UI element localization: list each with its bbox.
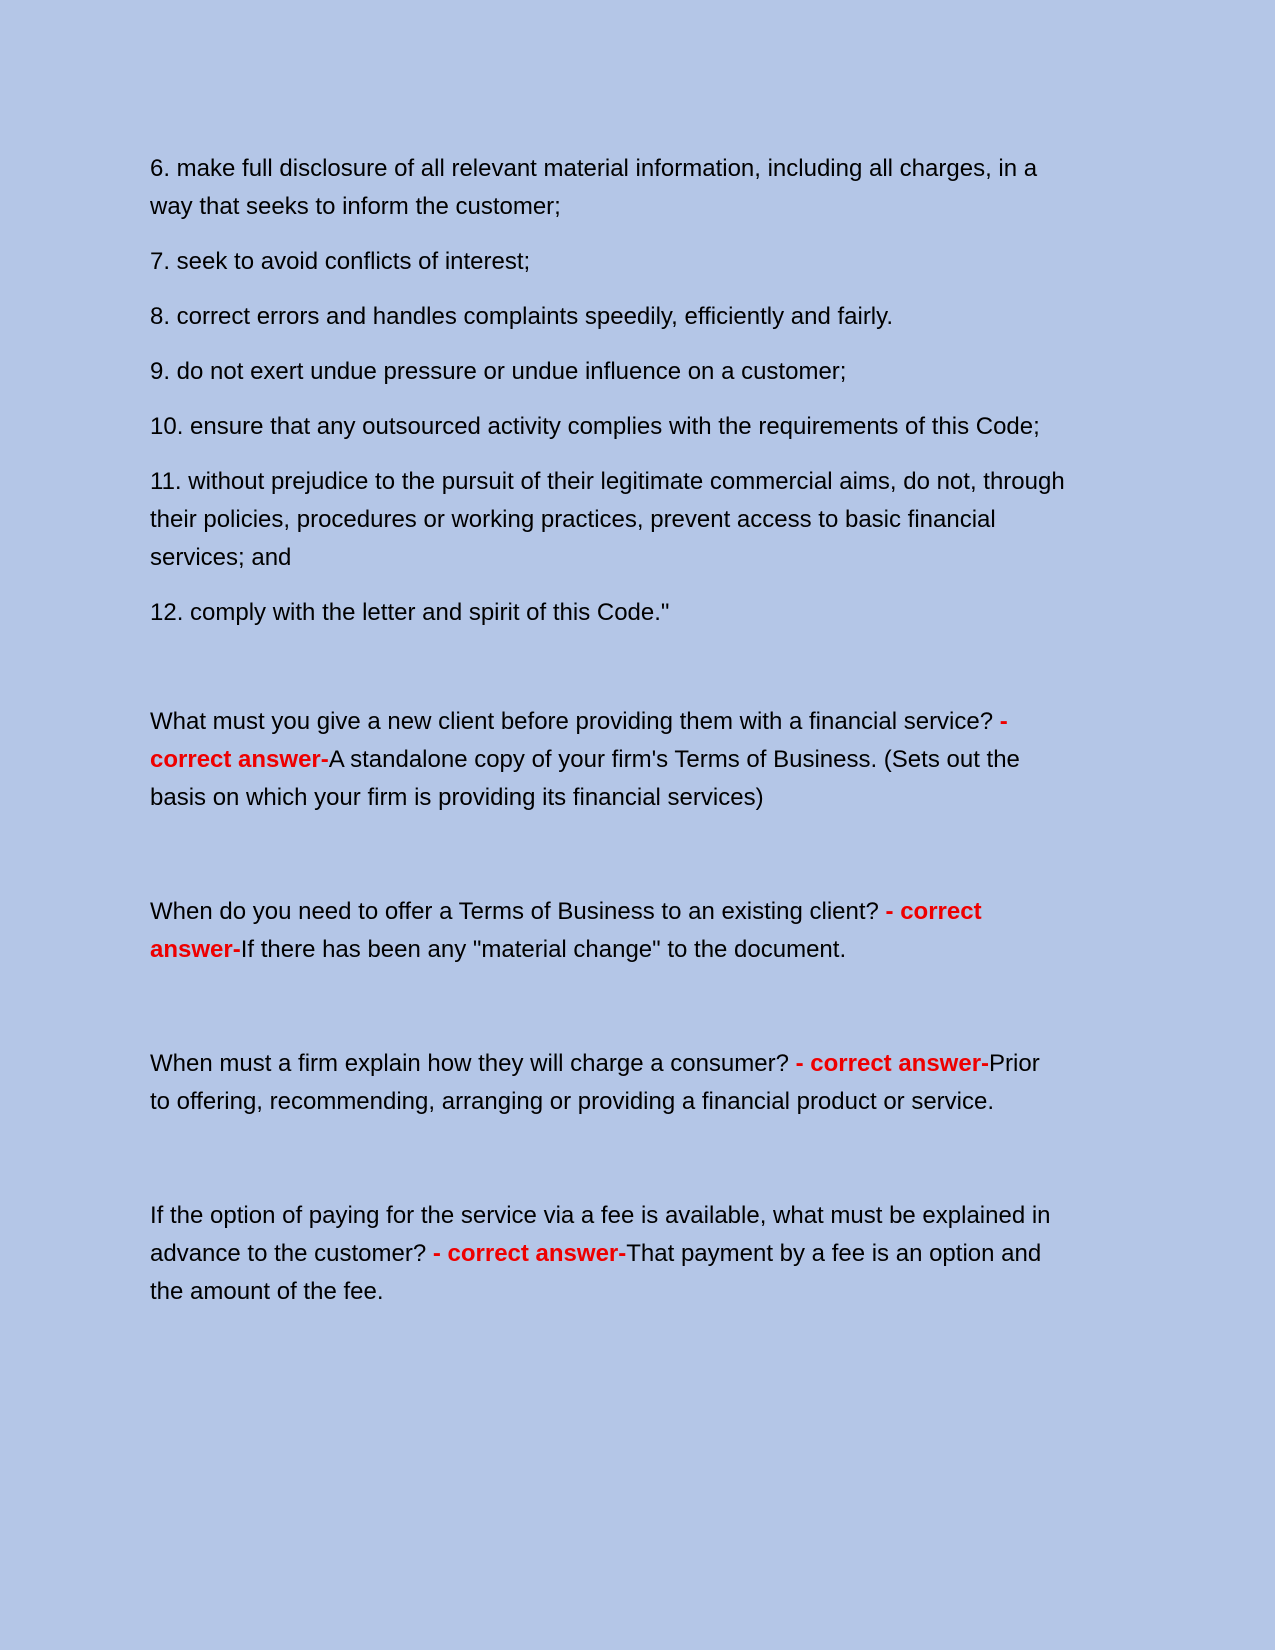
qa-spacer	[150, 969, 1065, 1045]
question-text: When do you need to offer a Terms of Business to an existing client?	[150, 898, 879, 925]
qa-block-1	[150, 703, 1065, 817]
list-item-8: 8. correct errors and handles complaints speedily, efficiently and fairly.	[150, 303, 894, 330]
answer-text: Prior to offering, recommending, arranging or providing a financial product or service.	[150, 1050, 1040, 1115]
question-text: What must you give a new client before providing them with a financial service?	[150, 708, 994, 735]
list-item-7: 7. seek to avoid conflicts of interest;	[150, 248, 531, 275]
answer-text: That payment by a fee is an option and the amount of the fee.	[150, 1240, 1042, 1305]
qa-block-4	[150, 1197, 1065, 1311]
question-text: When must a firm explain how they will charge a consumer?	[150, 1050, 789, 1077]
answer-text: A standalone copy of your firm's Terms of Business. (Sets out the basis on which your firm is providing its financial services)	[150, 746, 1020, 811]
list-item-9: 9. do not exert undue pressure or undue influence on a customer;	[150, 358, 847, 385]
correct-answer-tag: - correct answer-	[788, 1050, 990, 1077]
answer-text: If there has been any "material change" to the document.	[240, 936, 847, 963]
qa-spacer	[150, 1121, 1065, 1197]
list-item-10: 10. ensure that any outsourced activity complies with the requirements of this Code;	[150, 413, 1040, 440]
qa-spacer	[150, 817, 1065, 893]
qa-block-2	[150, 893, 1065, 969]
correct-answer-tag: - correct answer-	[426, 1240, 627, 1267]
qa-block-3	[150, 1045, 1065, 1121]
list-item-6: 6. make full disclosure of all relevant material information, including all charges, in a way that seeks to inform the customer;	[150, 155, 1038, 220]
question-text: If the option of paying for the service via a fee is available, what must be explained in advance to the customer?	[150, 1202, 1051, 1267]
correct-answer-tag: - correct answer-	[150, 898, 982, 963]
list-item-12: 12. comply with the letter and spirit of this Code."	[150, 599, 670, 626]
section-spacer	[150, 649, 1065, 703]
correct-answer-tag: - correct answer-	[150, 708, 1008, 773]
list-item-11: 11. without prejudice to the pursuit of their legitimate commercial aims, do not, through their policies, procedures or working practices, prevent access to basic financial services; and	[150, 468, 1065, 571]
